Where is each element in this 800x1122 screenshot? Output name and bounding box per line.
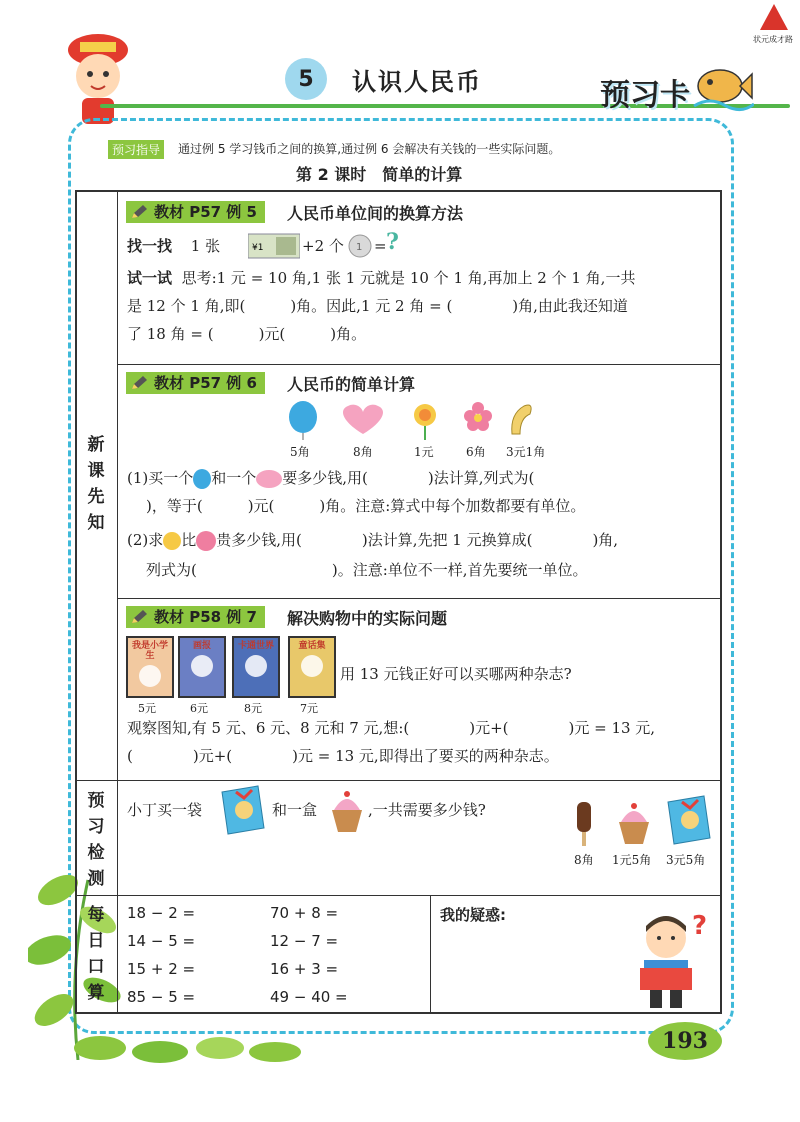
example5-title: 人民币单位间的换算方法 xyxy=(286,203,463,223)
try-line-3: 了 18 角 = ( )元( )角。 xyxy=(127,325,367,343)
flower-toy-icon xyxy=(410,402,440,440)
calc-2: 14 − 5 = xyxy=(127,932,196,950)
row-divider xyxy=(117,364,721,365)
grass-decoration-icon xyxy=(70,1028,310,1068)
price-pink-flower: 6角 xyxy=(466,445,486,459)
example7-title: 解决购物中的实际问题 xyxy=(286,608,447,628)
label-column-divider xyxy=(117,190,118,1014)
magazine-cover-art xyxy=(191,655,213,677)
q2-line-2: 列式为( )。注意:单位不一样,首先要统一单位。 xyxy=(146,561,588,579)
fish-mascot-icon xyxy=(690,56,754,112)
magazine-cover-title: 画报 xyxy=(192,641,211,651)
example6-header xyxy=(126,372,415,394)
check-question-part-2: 和一盒 xyxy=(272,801,318,819)
pencil-icon xyxy=(130,204,148,220)
example7-question: 用 13 元钱正好可以买哪两种杂志? xyxy=(340,665,572,683)
mascot-boy-icon xyxy=(58,28,138,128)
flower-toy-icon xyxy=(163,532,181,550)
toy-horn-icon xyxy=(506,400,536,438)
ice-cream-bar-icon xyxy=(574,802,594,846)
example7-line-1: 观察图知,有 5 元、6 元、8 元和 7 元,想:( )元+( )元 = 13 元, xyxy=(127,719,656,737)
price-flower: 1元 xyxy=(414,445,434,459)
magazine-price: 8元 xyxy=(244,702,262,715)
magazine-cover xyxy=(126,636,174,698)
side-label-daily: 每 日 口 算 xyxy=(87,905,105,1003)
find-equals: = xyxy=(374,237,387,255)
calc-4: 85 − 5 = xyxy=(127,988,196,1006)
doubt-column-divider xyxy=(430,895,431,1013)
example6-title: 人民币的简单计算 xyxy=(286,374,415,394)
magazine-cover xyxy=(178,636,226,698)
side-label-new: 新 课 先 知 xyxy=(87,435,105,533)
guide-text: 通过例 5 学习钱币之间的换算,通过例 6 会解决有关钱的一些实际问题。 xyxy=(178,142,561,156)
row-divider xyxy=(117,598,721,599)
calc-8: 49 − 40 = xyxy=(270,988,348,1006)
pink-flower-icon xyxy=(196,531,216,551)
svg-text:¥1: ¥1 xyxy=(252,243,264,253)
svg-text:1: 1 xyxy=(356,242,363,253)
find-label: 找一找 xyxy=(127,237,173,255)
cupcake-icon xyxy=(616,800,652,846)
magazine-cover-art xyxy=(139,665,161,687)
unit-title: 认识人民币 xyxy=(352,68,482,96)
example7-line-2: ( )元+( )元 = 13 元,即得出了要买的两种杂志。 xyxy=(127,747,559,765)
magazine-price: 7元 xyxy=(300,702,318,715)
one-yuan-banknote-icon xyxy=(248,232,300,260)
calc-7: 16 + 3 = xyxy=(270,960,339,978)
snack-bag-icon xyxy=(664,794,712,846)
publisher-name: 状元成才路 xyxy=(753,35,793,44)
example7-tag: 教材 P58 例 7 xyxy=(126,606,265,628)
magazine-cover-art xyxy=(301,655,323,677)
publisher-logo-icon xyxy=(760,4,788,30)
check-question-part-1: 小丁买一袋 xyxy=(127,801,203,819)
lesson-title: 第 2 课时 简单的计算 xyxy=(296,165,463,184)
unit-number: 5 xyxy=(285,58,327,100)
side-label-check: 预 习 检 测 xyxy=(87,791,105,889)
boy-reading-icon xyxy=(626,908,722,1012)
try-line-1: 试一试 思考:1 元 = 10 角,1 张 1 元就是 10 个 1 角,再加上 2 个 1 角,一共 xyxy=(127,269,636,287)
find-row xyxy=(127,234,220,258)
example5-tag: 教材 P57 例 5 xyxy=(126,201,265,223)
price-horn: 3元1角 xyxy=(506,445,546,459)
doubt-label: 我的疑惑: xyxy=(440,906,506,924)
card-title: 预习卡 xyxy=(600,78,690,113)
row-divider xyxy=(75,780,721,781)
price-ice-cream: 8角 xyxy=(574,853,594,867)
example5-header xyxy=(126,201,463,223)
magazine-cover xyxy=(288,636,336,698)
pink-flower-icon xyxy=(462,400,494,438)
try-line-2: 是 12 个 1 角,即( )角。因此,1 元 2 角 = ( )角,由此我还知道 xyxy=(127,297,628,315)
guide-tag: 预习指导 xyxy=(108,140,164,159)
find-plus: +2 个 xyxy=(302,237,344,255)
magazine-price: 6元 xyxy=(190,702,208,715)
row-divider xyxy=(75,895,721,896)
find-one: 1 张 xyxy=(190,237,221,255)
price-snack-bag: 3元5角 xyxy=(666,853,706,867)
pencil-icon xyxy=(130,609,148,625)
price-balloon: 5角 xyxy=(290,445,310,459)
calc-6: 12 − 7 = xyxy=(270,932,339,950)
question-mark-icon: ? xyxy=(386,229,399,255)
heart-pillow-icon xyxy=(338,402,388,436)
example6-tag: 教材 P57 例 6 xyxy=(126,372,265,394)
svg-text:?: ? xyxy=(692,911,708,941)
snack-bag-icon xyxy=(218,784,266,836)
price-heart: 8角 xyxy=(353,445,373,459)
calc-1: 18 − 2 = xyxy=(127,904,196,922)
q1-line-2: )，等于( )元( )角。注意:算式中每个加数都要有单位。 xyxy=(146,497,586,515)
example7-header xyxy=(126,606,447,628)
table-right-border xyxy=(720,190,722,1014)
q1-line-1: (1)买一个 和一个 要多少钱,用( )法计算,列式为( xyxy=(127,469,535,487)
magazine-cover-art xyxy=(245,655,267,677)
price-cupcake: 1元5角 xyxy=(612,853,652,867)
table-left-border xyxy=(75,190,77,1014)
magazine-cover-title: 童话集 xyxy=(298,641,326,651)
pencil-icon xyxy=(130,375,148,391)
calc-5: 70 + 8 = xyxy=(270,904,339,922)
balloon-icon xyxy=(286,400,320,440)
magazine-cover xyxy=(232,636,280,698)
q2-line-1: (2)求 比 贵多少钱,用( )法计算,先把 1 元换算成( )角, xyxy=(127,531,619,549)
magazine-cover-title: 卡通世界 xyxy=(237,641,274,651)
check-question-part-3: ,一共需要多少钱? xyxy=(368,801,486,819)
table-top-border xyxy=(75,190,722,192)
calc-3: 15 + 2 = xyxy=(127,960,196,978)
magazine-price: 5元 xyxy=(138,702,156,715)
page-number: 193 xyxy=(648,1022,722,1060)
cupcake-icon xyxy=(328,788,366,834)
balloon-icon xyxy=(193,469,211,489)
table-bottom-border xyxy=(75,1012,722,1014)
coin-icon xyxy=(348,234,372,258)
magazine-cover-title: 我是小学生 xyxy=(131,641,168,661)
heart-pillow-icon xyxy=(256,470,282,488)
